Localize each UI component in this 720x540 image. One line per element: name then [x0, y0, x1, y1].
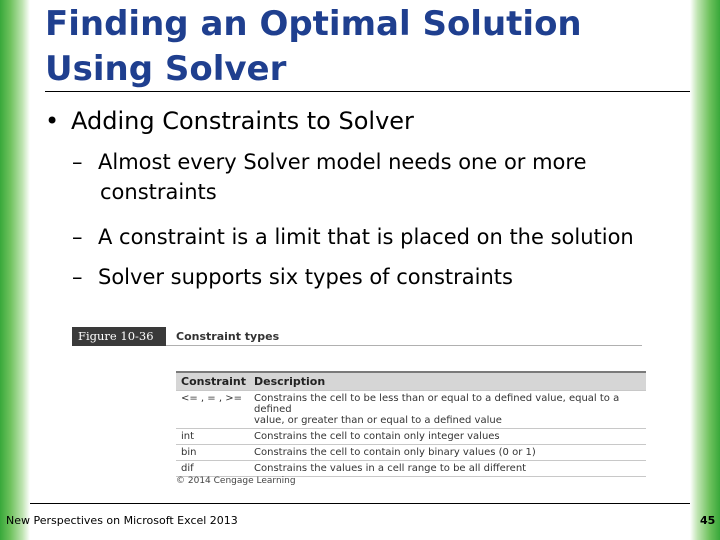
dash-icon: –: [72, 150, 83, 174]
description-cell: [252, 391, 646, 428]
constraint-cell: <= , = , >=: [181, 393, 242, 404]
page-number: 45: [700, 514, 716, 527]
title-divider: [45, 91, 690, 92]
left-green-bar: [0, 0, 30, 540]
dash-icon: –: [72, 225, 83, 249]
sub-bullet-3-text: Solver supports six types of constraints: [98, 265, 513, 289]
footer-text: New Perspectives on Microsoft Excel 2013: [6, 514, 238, 527]
main-bullet: [45, 104, 414, 138]
sub-bullet-1-line-2: constraints: [100, 180, 217, 204]
table-row: [176, 445, 646, 461]
sub-bullet-3: [72, 262, 513, 292]
constraint-cell: dif: [181, 463, 194, 474]
dash-icon: –: [72, 265, 83, 289]
table-header-row: [176, 373, 646, 391]
main-bullet-text: Adding Constraints to Solver: [71, 107, 414, 135]
table-row: [176, 429, 646, 445]
description-line-1: Constrains the cell to be less than or equal to a defined value, equal to a defined: [254, 393, 620, 415]
bullet-dot-icon: •: [45, 107, 60, 135]
header-description: Description: [254, 375, 326, 388]
constraint-cell: int: [181, 431, 195, 442]
constraint-table: [176, 351, 646, 477]
description-line-2: value, or greater than or equal to a defined value: [254, 415, 502, 426]
right-green-bar: [690, 0, 720, 540]
description-cell: Constrains the values in a cell range to be all different: [254, 463, 527, 474]
figure-title: Constraint types: [166, 327, 642, 346]
constraint-cell: bin: [181, 447, 197, 458]
figure-credit: © 2014 Cengage Learning: [176, 476, 296, 486]
sub-bullet-2: [72, 222, 634, 252]
table-row: [176, 391, 646, 429]
footer-divider: [30, 503, 690, 504]
table-row: [176, 461, 646, 477]
description-cell: Constrains the cell to contain only binary values (0 or 1): [254, 447, 536, 458]
slide-title: [45, 2, 685, 92]
header-constraint: Constraint: [181, 375, 246, 388]
sub-bullet-1: [72, 147, 587, 207]
sub-bullet-2-text: A constraint is a limit that is placed on the solution: [98, 225, 634, 249]
figure-label: Figure 10-36: [72, 327, 166, 346]
description-cell: Constrains the cell to contain only integer values: [254, 431, 500, 442]
sub-bullet-1-line-1: Almost every Solver model needs one or more: [98, 150, 587, 174]
title-line-2: Using Solver: [45, 49, 287, 89]
title-line-1: Finding an Optimal Solution: [45, 4, 582, 44]
